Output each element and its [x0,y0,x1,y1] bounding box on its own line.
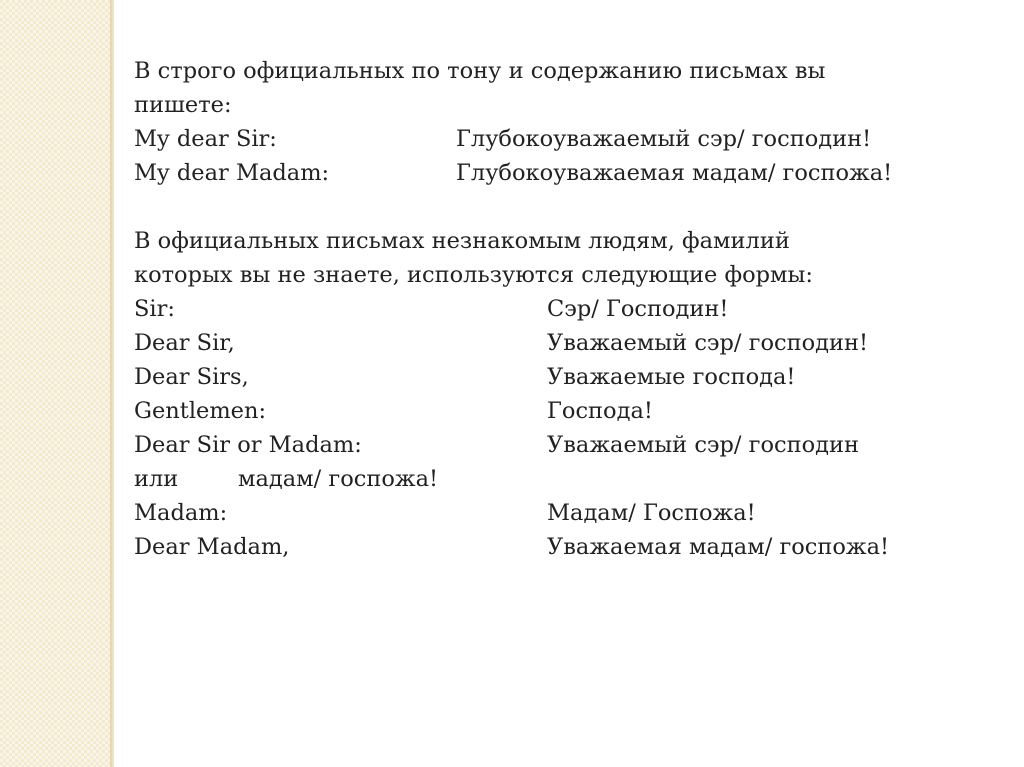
russian-translation: Уважаемый сэр/ господин! [547,330,869,356]
intro-line: В официальных письмах незнакомым людям, фамилий [134,228,790,254]
salutation-row [134,394,994,428]
english-salutation: Gentlemen: [134,398,267,424]
english-salutation: My dear Sir: [134,126,277,152]
russian-translation: Глубокоуважаемая мадам/ госпожа! [456,160,893,186]
russian-translation: Уважаемый сэр/ господин [547,432,859,458]
salutation-row [134,360,994,394]
russian-translation: Глубокоуважаемый сэр/ господин! [456,126,872,152]
english-salutation: Dear Madam, [134,534,290,560]
english-salutation: Dear Sir or Madam: [134,432,362,458]
decorative-band-edge [110,0,114,767]
salutation-row [134,428,994,462]
english-salutation: Dear Sir, [134,330,235,356]
slide-body [134,54,994,564]
salutation-row [134,326,994,360]
russian-translation: Уважаемые господа! [547,364,796,390]
intro-line: В строго официальных по тону и содержанию письмах вы [134,58,826,84]
russian-translation: Уважаемая мадам/ госпожа! [547,534,890,560]
intro-line: которых вы не знаете, используются следующие формы: [134,262,814,288]
english-salutation: Dear Sirs, [134,364,249,390]
decorative-left-band [0,0,110,767]
paragraph-gap [134,190,994,224]
salutation-row [134,292,994,326]
intro-line: пишете: [134,92,232,118]
continuation-text: мадам/ госпожа! [238,466,439,492]
english-salutation: Sir: [134,296,175,322]
english-salutation: My dear Madam: [134,160,330,186]
english-salutation: Madam: [134,500,228,526]
continuation-row [134,462,994,496]
salutation-row [134,156,994,190]
continuation-conjunction: или [134,466,179,492]
salutation-row [134,122,994,156]
russian-translation: Мадам/ Госпожа! [547,500,756,526]
salutation-row [134,496,994,530]
russian-translation: Господа! [547,398,653,424]
salutation-row [134,530,994,564]
russian-translation: Сэр/ Господин! [547,296,729,322]
